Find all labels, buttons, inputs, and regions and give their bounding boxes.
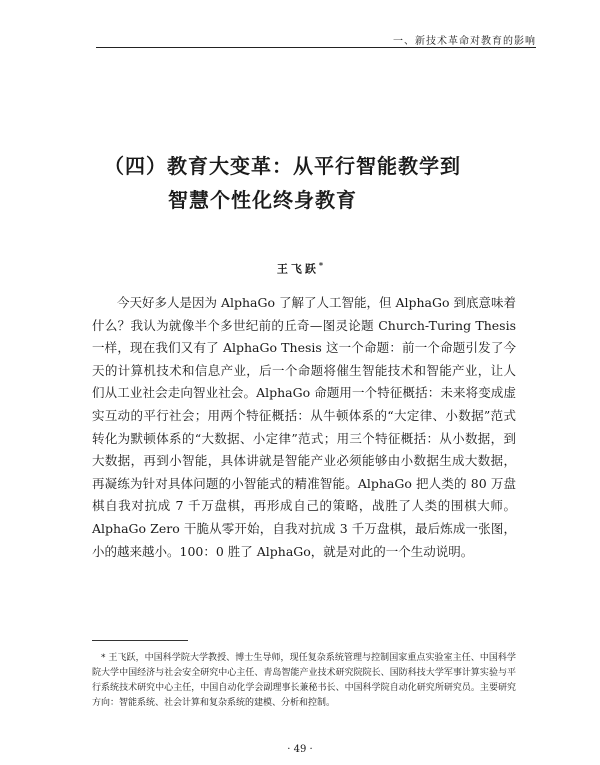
- author-byline: [0, 260, 600, 277]
- article-title-line-1: （四）教育大变革：从平行智能教学到: [104, 154, 461, 178]
- header-rule: [96, 47, 536, 48]
- author-footnote: * 王飞跃，中国科学院大学教授、博士生导师，现任复杂系统管理与控制国家重点实验室主任、中国科学院大学中国经济与社会安全研究中心主任、青岛智能产业技术研究院院长、国防科技大学军事计算实验与平行系统技术研究中心主任，中国自动化学会副理事长兼秘书长、中国科学院自动化研究所研究员。主要研究方向：智能系统、社会计算和复杂系统的建模、分析和控制。: [92, 653, 516, 708]
- article-title-line-2: 智慧个性化终身教育: [168, 188, 357, 212]
- body-paragraph: 今天好多人是因为 AlphaGo 了解了人工智能，但 AlphaGo 到底意味着什么？我认为就像半个多世纪前的丘奇—图灵论题 Church-Turing Thesis 一样，现在我们又有了 AlphaGo Thesis 这一个命题：前一个命题引发了今天的计算机技术和信息产业，后一个命题将催生智能技术和智能产业，让人们从工业社会走向智业社会。AlphaGo 命题用一个特征概括：未来将变成虚实互动的平行社会；用两个特征概括：从牛顿体系的“大定律、小数据”范式转化为默顿体系的“大数据、小定律”范式；用三个特征概括：从小数据，到大数据，再到小智能，具体讲就是智能产业必须能够由小数据生成大数据，再凝练为针对具体问题的小智能式的精准智能。AlphaGo 把人类的 80 万盘棋自我对抗成 7 千万盘棋，再形成自己的策略，战胜了人类的围棋大师。AlphaGo Zero 干脆从零开始，自我对抗成 3 千万盘棋，最后炼成一张图，小的越来越小。100：0 胜了 AlphaGo，就是对此的一个生动说明。: [92, 295, 516, 559]
- page-number: · 49 ·: [287, 744, 313, 755]
- running-header: 一、新技术革命对教育的影响: [393, 36, 536, 47]
- author-name: 王飞跃: [276, 262, 319, 276]
- author-footnote-mark: *: [318, 260, 324, 270]
- footnote-rule: [92, 640, 188, 641]
